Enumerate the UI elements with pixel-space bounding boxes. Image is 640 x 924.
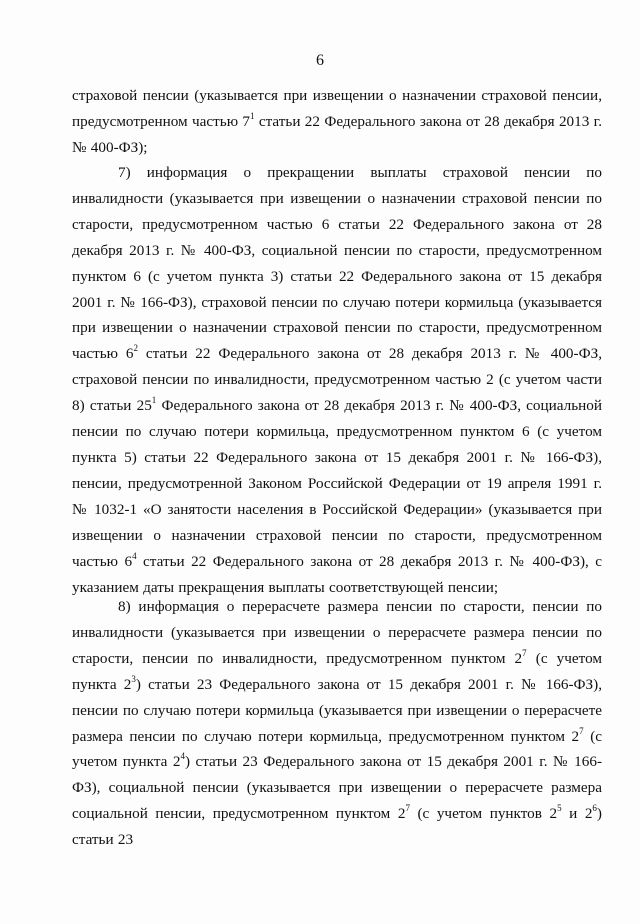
- superscript: 7: [579, 725, 584, 736]
- text-block-item-8: [72, 594, 602, 853]
- paragraph-item-8: 8) информация о перерасчете размера пенсии по старости, пенсии по инвалидности (указывается при извещении о перерасчете размера пенсии по старости, пенсии по инвалидности, предусмотренном пунктом $2^7$ (с учетом пункта $2^3$) статьи 23 Федерального закона от 15 декабря 2001 г. № 166-ФЗ), пенсии по случаю потери кормильца (указывается при извещении о перерасчете размера пенсии по случаю потери кормильца, предусмотренном пунктом $2^7$ (с учетом пункта $2^4$) статьи 23 Федерального закона от 15 декабря 2001 г. № 166-ФЗ), социальной пенсии (указывается при извещении о перерасчете размера социальной пенсии, предусмотренном пунктом $2^7$ (с учетом пунктов $2^5$ и $2^6$) статьи 23: [72, 598, 603, 849]
- superscript: 4: [180, 751, 185, 762]
- superscript: 1: [250, 110, 255, 121]
- page-number: 6: [316, 52, 324, 69]
- paragraph-continuation: страховой пенсии (указывается при извещении о назначении страховой пенсии, предусмотренном частью $7^1$ статьи 22 Федерального закона от 28 декабря 2013 г. № 400-ФЗ);: [72, 87, 602, 156]
- superscript: 1: [151, 395, 157, 406]
- paragraph-item-7: 7) информация о прекращении выплаты страховой пенсии по инвалидности (указывается при извещении о назначении страховой пенсии по старости, предусмотренном частью 6 статьи 22 Федерального закона от 28 декабря 2013 г. № 400-ФЗ, социальной пенсии по старости, предусмотренном пунктом 6 (с учетом пункта 3) статьи 22 Федерального закона от 15 декабря 2001 г. № 166-ФЗ), страховой пенсии по случаю потери кормильца (указывается при извещении о назначении страховой пенсии по старости, предусмотренном частью $6^2$ статьи 22 Федерального закона от 28 декабря 2013 г. № 400-ФЗ, страховой пенсии по инвалидности, предусмотренном частью 2 (с учетом части 8) статьи $25^1$ Федерального закона от 28 декабря 2013 г. № 400-ФЗ, социальной пенсии по случаю потери кормильца, предусмотренном пунктом 6 (с учетом пункта 5) статьи 22 Федерального закона от 15 декабря 2001 г. № 166-ФЗ), пенсии, предусмотренной Законом Российской Федерации от 19 апреля 1991 г. № 1032-1 «О занятости населения в Российской Федерации» (указывается при извещении о назначении страховой пенсии по старости, предусмотренном частью $6^4$ статьи 22 Федерального закона от 28 декабря 2013 г. № 400-ФЗ), с указанием даты прекращения выплаты соответствующей пенсии;: [72, 164, 602, 596]
- superscript: 2: [133, 343, 138, 354]
- superscript: 3: [131, 673, 136, 684]
- superscript: 4: [132, 550, 137, 561]
- text-block-continuation: [72, 83, 602, 161]
- text-block-item-7: [72, 160, 602, 600]
- superscript: 7: [522, 647, 527, 658]
- superscript: 7: [405, 803, 410, 814]
- superscript: 6: [592, 803, 597, 814]
- superscript: 5: [557, 803, 562, 814]
